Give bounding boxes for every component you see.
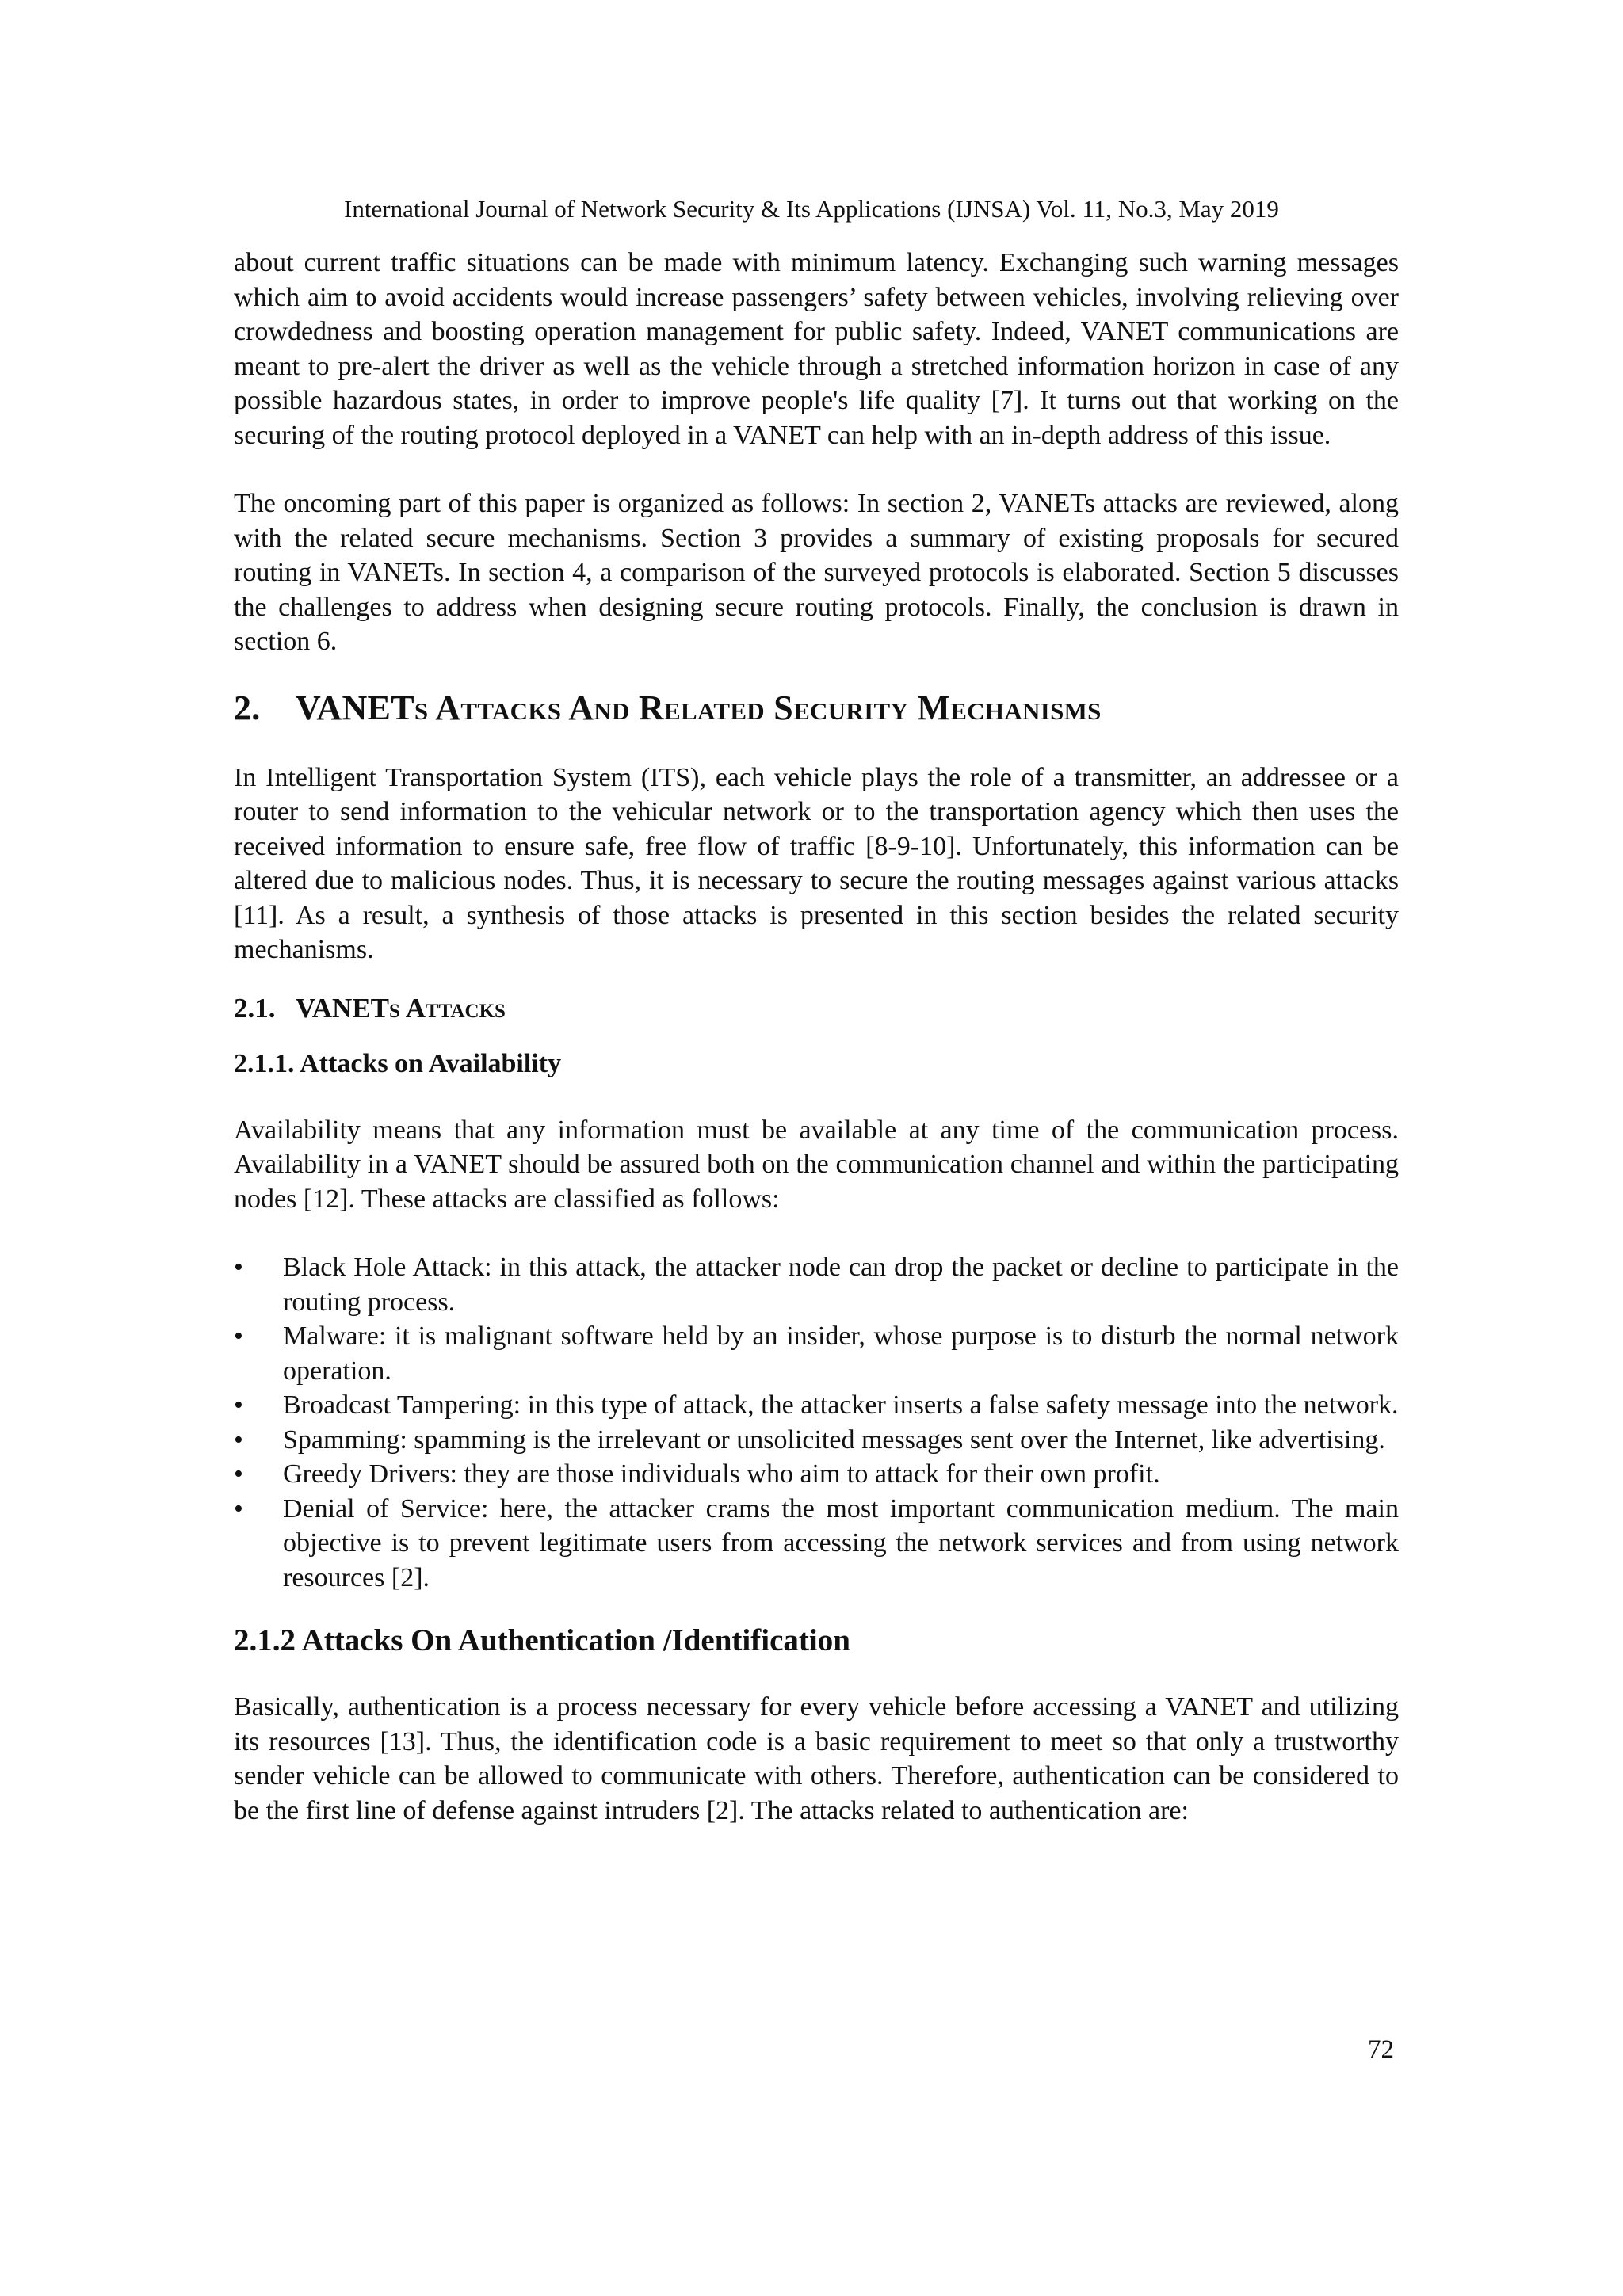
paragraph-gap bbox=[234, 452, 1399, 486]
bullet-marker: • bbox=[234, 1493, 243, 1524]
list-item-text: Broadcast Tampering: in this type of attack, the attacker inserts a false safety message into the network. bbox=[283, 1390, 1399, 1420]
list-item-text: Spamming: spamming is the irrelevant or unsolicited messages sent over the Internet, like advertising. bbox=[283, 1425, 1385, 1455]
section-2-1-number: 2.1. bbox=[234, 992, 276, 1024]
paragraph-intro-continuation: about current traffic situations can be made with minimum latency. Exchanging such warning messages which aim to avoid accidents would increase passengers’ safety between vehicles, involving relieving over crowdedness and boosting operation management for public safety. Indeed, VANET communications are meant to pre-alert the driver as well as the vehicle through a stretched information horizon in case of any possible hazardous states, in order to improve people's life quality [7]. It turns out that working on the securing of the routing protocol deployed in a VANET can help with an in-depth address of this issue. bbox=[234, 248, 1399, 450]
running-header: International Journal of Network Security & Its Applications (IJNSA) Vol. 11, No.3, May 2019 bbox=[344, 195, 1279, 223]
list-item-text: Black Hole Attack: in this attack, the attacker node can drop the packet or decline to participate in the routing process. bbox=[283, 1253, 1399, 1317]
list-item bbox=[234, 1423, 1399, 1458]
list-item bbox=[234, 1250, 1399, 1319]
paragraph-its-overview: In Intelligent Transportation System (ITS), each vehicle plays the role of a transmitter, an addressee or a router to send information to the vehicular network or to the transportation agency which then uses the received information to ensure safe, free flow of traffic [8-9-10]. Unfortunately, this information can be altered due to malicious nodes. Thus, it is necessary to secure the routing messages against various attacks [11]. As a result, a synthesis of those attacks is presented in this section besides the related security mechanisms. bbox=[234, 762, 1399, 964]
list-item bbox=[234, 1457, 1399, 1492]
list-item-text: Greedy Drivers: they are those individuals who aim to attack for their own profit. bbox=[283, 1459, 1160, 1489]
section-2-title: VANETs Attacks And Related Security Mechanisms bbox=[296, 688, 1102, 727]
page-number: 72 bbox=[1368, 2035, 1394, 2064]
section-2-1-heading bbox=[234, 991, 1399, 1026]
section-2-1-title: VANETs Attacks bbox=[296, 992, 506, 1024]
bullet-marker: • bbox=[234, 1390, 243, 1420]
paragraph-paper-organization: The oncoming part of this paper is organized as follows: In section 2, VANETs attacks are reviewed, along with the related secure mechanisms. Section 3 provides a summary of existing proposals for secured routing in VANETs. In section 4, a comparison of the surveyed protocols is elaborated. Section 5 discusses the challenges to address when designing secure routing protocols. Finally, the conclusion is drawn in section 6. bbox=[234, 489, 1399, 656]
list-item bbox=[234, 1319, 1399, 1388]
paragraph-authentication: Basically, authentication is a process necessary for every vehicle before accessing a VANET and utilizing its resources [13]. Thus, the identification code is a basic requirement to meet so that only a trustworthy sender vehicle can be allowed to communicate with others. Therefore, authentication can be considered to be the first line of defense against intruders [2]. The attacks related to authentication are: bbox=[234, 1692, 1399, 1825]
list-item-text: Denial of Service: here, the attacker crams the most important communication medium. The main objective is to prevent legitimate users from accessing the network services and from using network resources [2]. bbox=[283, 1493, 1399, 1592]
body-column bbox=[234, 246, 1399, 1828]
bullet-marker: • bbox=[234, 1253, 243, 1282]
section-2-1-1-heading: 2.1.1. Attacks on Availability bbox=[234, 1048, 562, 1078]
list-item bbox=[234, 1492, 1399, 1596]
section-2-heading bbox=[234, 688, 1399, 729]
bullet-marker: • bbox=[234, 1425, 243, 1455]
section-2-1-2-heading: 2.1.2 Attacks On Authentication /Identification bbox=[234, 1623, 850, 1657]
bullet-marker: • bbox=[234, 1459, 243, 1489]
section-2-number: 2. bbox=[234, 688, 261, 727]
availability-attacks-list bbox=[234, 1250, 1399, 1595]
paragraph-availability: Availability means that any information must be available at any time of the communication process. Availability in a VANET should be assured both on the communication channel and within the participating nodes [12]. These attacks are classified as follows: bbox=[234, 1115, 1399, 1214]
bullet-marker: • bbox=[234, 1322, 243, 1351]
list-item-text: Malware: it is malignant software held by an insider, whose purpose is to disturb the normal network operation. bbox=[283, 1322, 1399, 1386]
list-item bbox=[234, 1388, 1399, 1423]
